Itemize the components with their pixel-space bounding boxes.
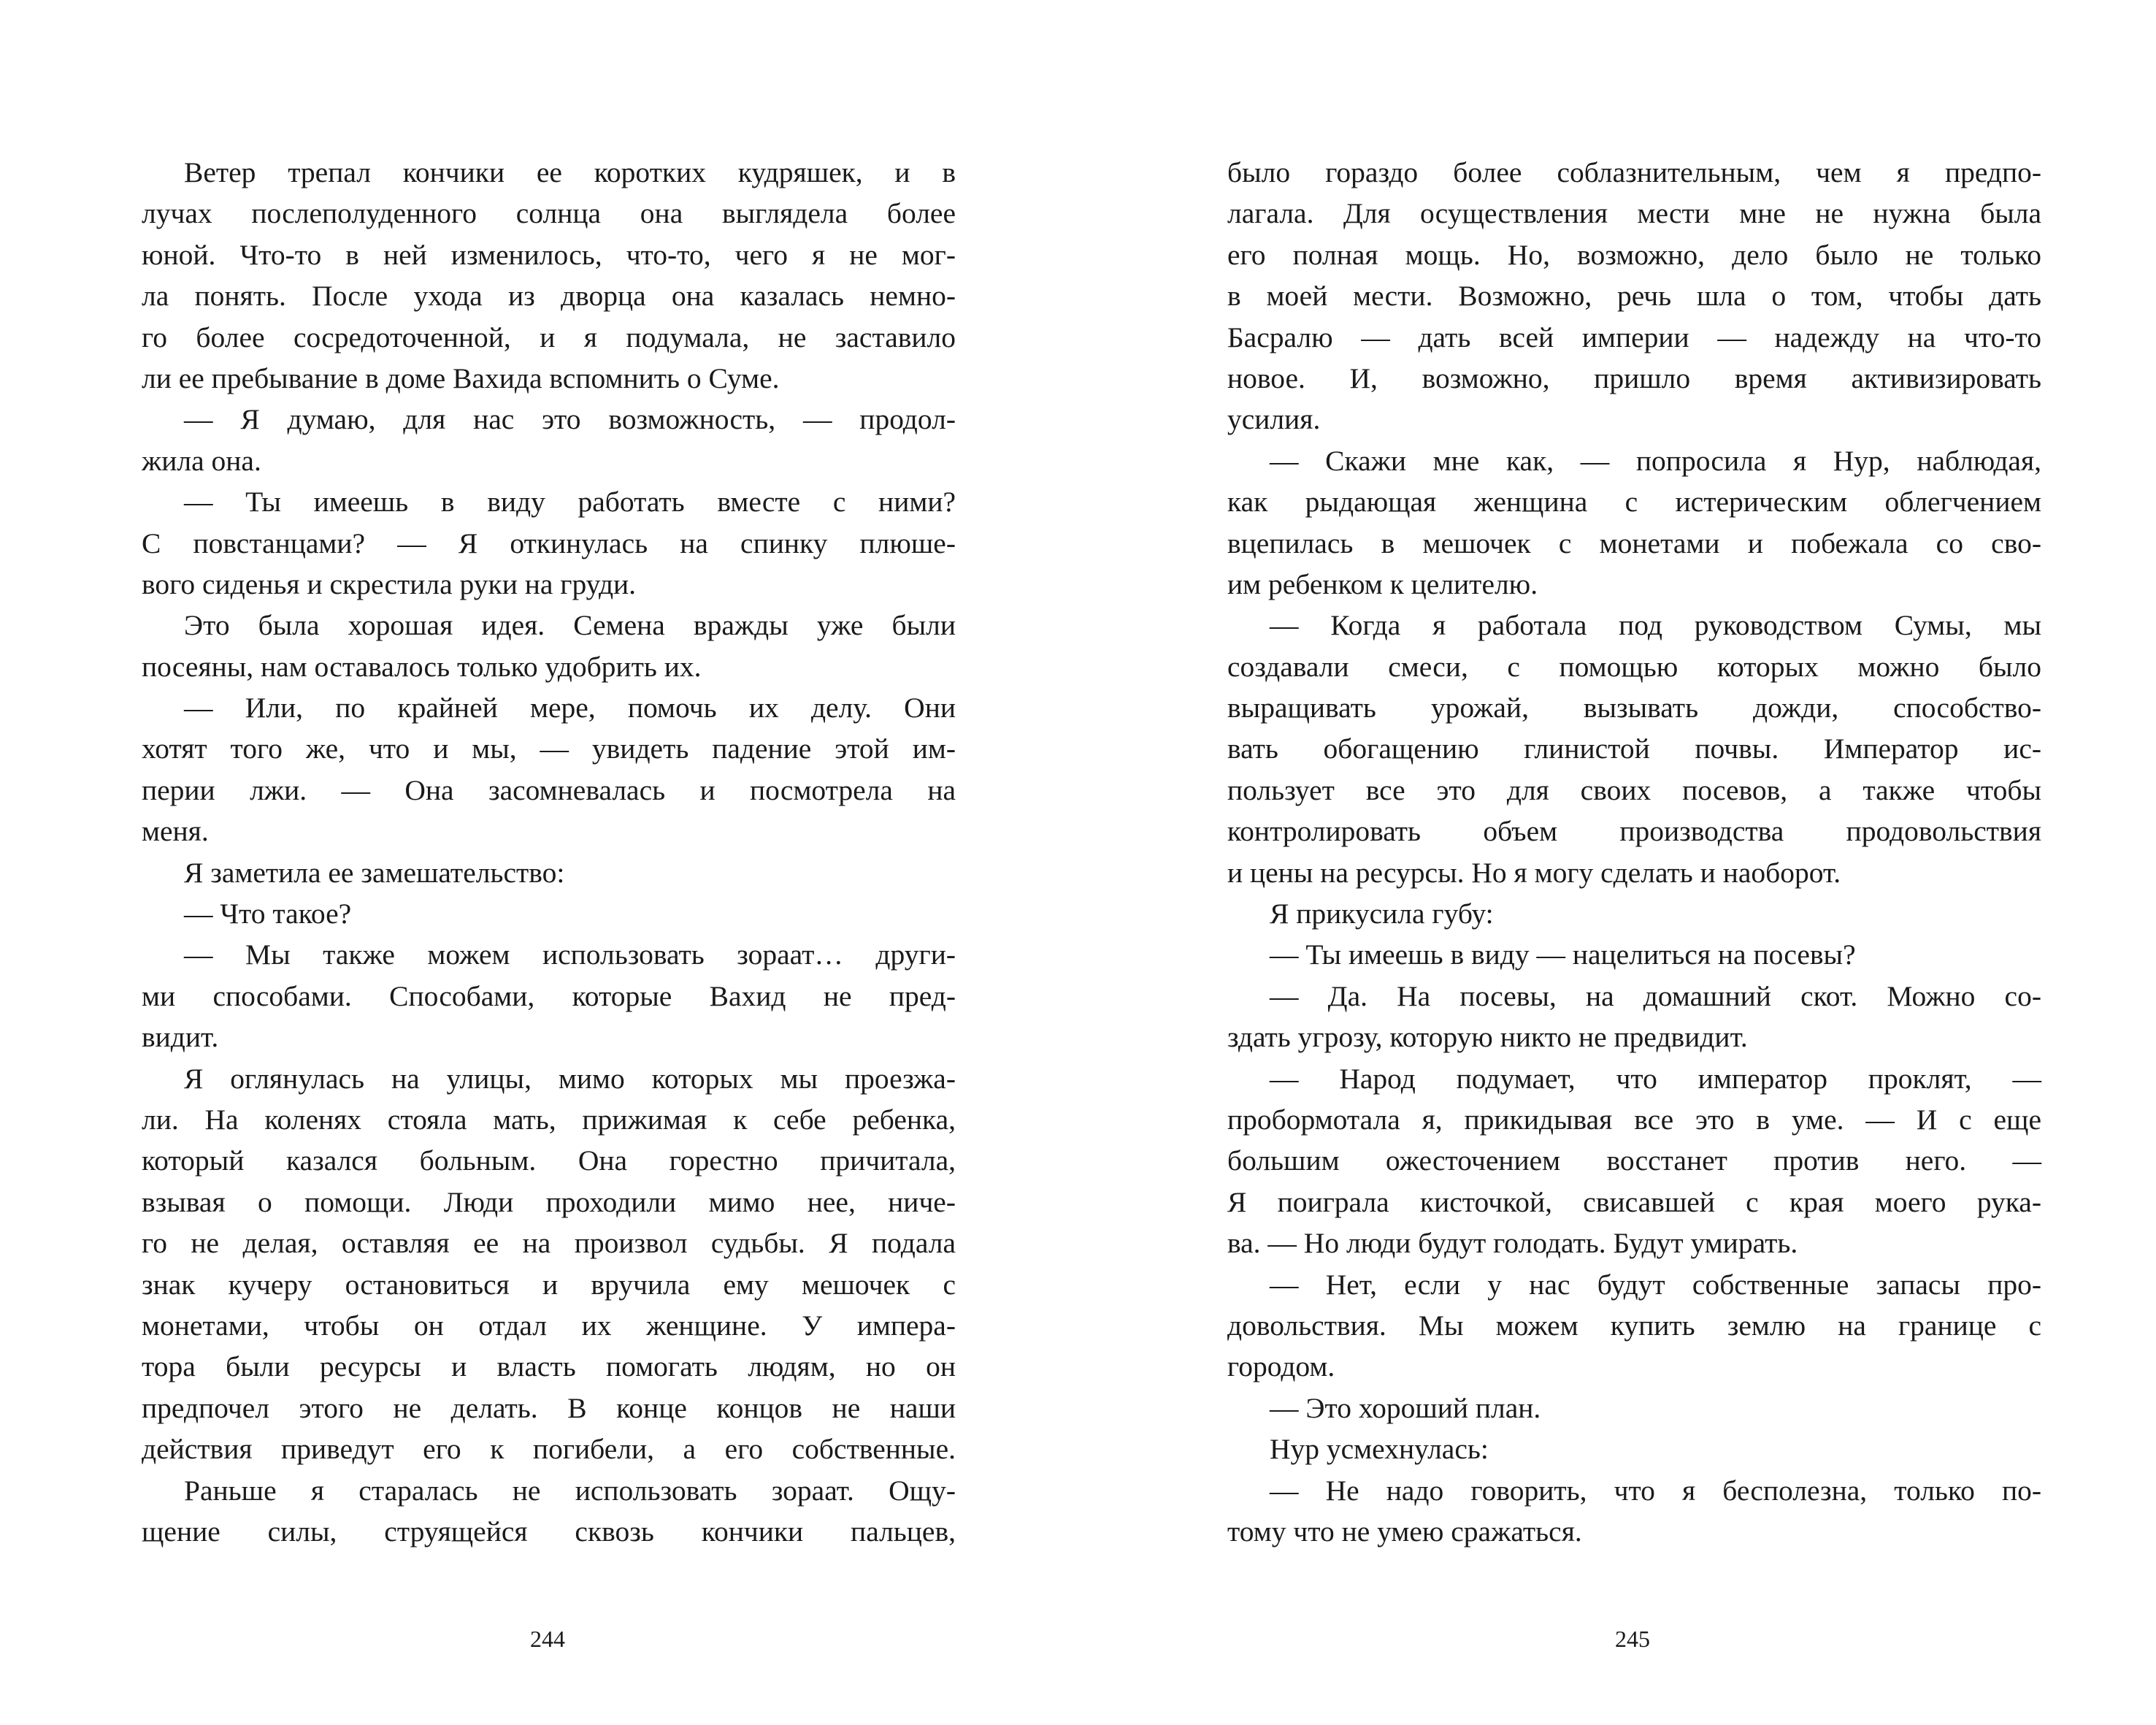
text-line: создавали смеси, с помощью которых можно было [1227, 650, 2041, 683]
text-line: — Мы также можем использовать зораат… други- [184, 938, 956, 971]
text-line: ва. — Но люди будут голодать. Будут умирать. [1227, 1227, 1798, 1260]
text-line: хотят того же, что и мы, — увидеть падение этой им- [142, 733, 956, 765]
text-line: го не делая, оставляя ее на произвол судьбы. Я подала [142, 1227, 956, 1260]
text-line: видит. [142, 1021, 219, 1054]
right-page-text [1227, 152, 2041, 1552]
text-line: как рыдающая женщина с истерическим облегчением [1227, 486, 2041, 519]
text-line: С повстанцами? — Я откинулась на спинку плюше- [142, 527, 956, 559]
text-line: — Ты имеешь в виду работать вместе с ними? [184, 486, 956, 519]
text-line: в моей мести. Возможно, речь шла о том, чтобы дать [1227, 280, 2041, 313]
text-line: ли ее пребывание в доме Вахида вспомнить о Суме. [142, 362, 780, 394]
text-line: усилия. [1227, 403, 1321, 436]
text-line: Я поиграла кисточкой, свисавшей с края моего рука- [1227, 1185, 2041, 1218]
text-line: Я заметила ее замешательство: [184, 856, 565, 889]
text-line: Раньше я старалась не использовать зораат. Ощу- [184, 1474, 956, 1507]
text-line: лучах послеполуденного солнца она выглядела более [142, 197, 956, 230]
text-line: тора были ресурсы и власть помогать людям, но он [142, 1350, 956, 1383]
text-line: взывая о помощи. Люди проходили мимо нее, ниче- [142, 1185, 956, 1218]
text-line: городом. [1227, 1350, 1335, 1383]
text-line: выращивать урожай, вызывать дожди, способство- [1227, 692, 2041, 724]
text-line: — Да. На посевы, на домашний скот. Можно со- [1270, 979, 2041, 1012]
text-line: Это была хорошая идея. Семена вражды уже были [184, 609, 956, 642]
text-line: предпочел этого не делать. В конце концов не наши [142, 1391, 956, 1424]
text-line: его полная мощь. Но, возможно, дело было не только [1227, 238, 2041, 271]
left-page-text [142, 152, 956, 1552]
text-line: го более сосредоточенной, и я подумала, не заставило [142, 321, 956, 353]
text-line: — Ты имеешь в виду — нацелиться на посевы? [1270, 938, 1856, 971]
text-line: тому что не умею сражаться. [1227, 1515, 1582, 1548]
text-line: щение силы, струящейся сквозь кончики пальцев, [142, 1515, 956, 1548]
text-line: — Что такое? [184, 898, 352, 930]
text-line: новое. И, возможно, пришло время активизировать [1227, 362, 2041, 394]
text-line: — Я думаю, для нас это возможность, — продол- [184, 403, 956, 436]
text-line: — Нет, если у нас будут собственные запасы про- [1270, 1268, 2041, 1301]
text-line: довольствия. Мы можем купить землю на границе с [1227, 1309, 2041, 1342]
text-line: — Когда я работала под руководством Сумы, мы [1270, 609, 2041, 642]
page-number: 244 [530, 1626, 565, 1652]
text-line: вать обогащению глинистой почвы. Император ис- [1227, 733, 2041, 765]
text-line: им ребенком к целителю. [1227, 567, 1538, 600]
text-line: большим ожесточением восстанет против него. — [1227, 1144, 2041, 1177]
text-line: Басралю — дать всей империи — надежду на что-то [1227, 321, 2041, 353]
text-line: лагала. Для осуществления мести мне не нужна была [1227, 197, 2041, 230]
text-line: Я прикусила губу: [1270, 898, 1494, 930]
text-line: Ветер трепал кончики ее коротких кудряшек, и в [184, 156, 956, 188]
text-line: — Скажи мне как, — попросила я Нур, наблюдая, [1270, 444, 2041, 477]
text-line: и цены на ресурсы. Но я могу сделать и наоборот. [1227, 856, 1841, 889]
text-line: — Не надо говорить, что я бесполезна, только по- [1270, 1474, 2041, 1507]
text-line: посеяны, нам оставалось только удобрить их. [142, 650, 702, 683]
page-number: 245 [1615, 1626, 1650, 1652]
text-line: монетами, чтобы он отдал их женщине. У импера- [142, 1309, 956, 1342]
text-line: Я оглянулась на улицы, мимо которых мы проезжа- [184, 1062, 956, 1095]
text-line: пользует все это для своих посевов, а также чтобы [1227, 773, 2041, 806]
text-line: — Это хороший план. [1270, 1391, 1541, 1424]
text-line: знак кучеру остановиться и вручила ему мешочек с [142, 1268, 956, 1301]
text-line: — Или, по крайней мере, помочь их делу. Они [184, 692, 956, 724]
text-line: действия приведут его к погибели, а его собственные. [142, 1433, 956, 1466]
text-line: вого сиденья и скрестила руки на груди. [142, 567, 637, 600]
text-line: меня. [142, 815, 209, 848]
text-line: ми способами. Способами, которые Вахид не пред- [142, 979, 956, 1012]
text-line: юной. Что-то в ней изменилось, что-то, чего я не мог- [142, 238, 956, 271]
text-line: контролировать объем производства продовольствия [1227, 815, 2041, 848]
text-line: который казался больным. Она горестно причитала, [142, 1144, 956, 1177]
text-line: пробормотала я, прикидывая все это в уме. — И с еще [1227, 1103, 2041, 1136]
text-line: жила она. [142, 444, 261, 477]
text-line: вцепилась в мешочек с монетами и побежала со сво- [1227, 527, 2041, 559]
text-line: здать угрозу, которую никто не предвидит. [1227, 1021, 1748, 1054]
text-line: — Народ подумает, что император проклят, — [1270, 1062, 2041, 1095]
text-line: Нур усмехнулась: [1270, 1433, 1489, 1466]
text-line: ла понять. После ухода из дворца она казалась немно- [142, 280, 956, 313]
text-line: было гораздо более соблазнительным, чем я предпо- [1227, 156, 2041, 188]
text-line: ли. На коленях стояла мать, прижимая к себе ребенка, [142, 1103, 956, 1136]
text-line: перии лжи. — Она засомневалась и посмотрела на [142, 773, 956, 806]
